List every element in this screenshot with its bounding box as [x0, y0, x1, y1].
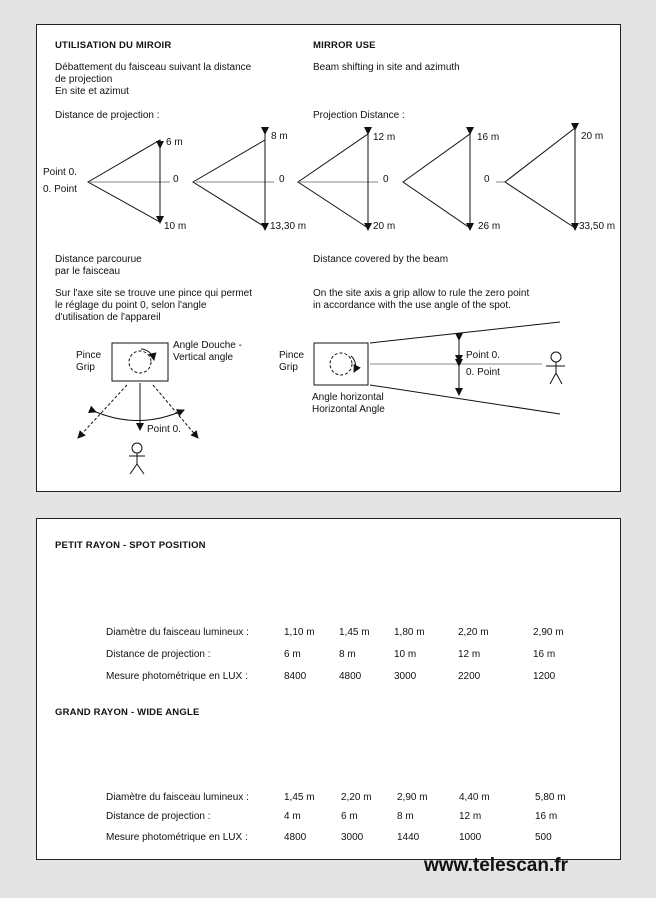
spot-distance-cell: 12 m: [458, 649, 481, 660]
spot-diameter-cell: 2,90 m: [533, 627, 564, 638]
wide-lux-cell: 1440: [397, 832, 420, 843]
pince-grip-label: Pince Grip: [76, 350, 102, 373]
spot-distance-cell: 16 m: [533, 649, 556, 660]
fan-1-top: 6 m: [166, 137, 183, 148]
fan-1-bottom: 10 m: [164, 221, 187, 232]
point-zero-fr: Point 0.: [43, 167, 77, 178]
fan-1-zero: 0: [173, 174, 179, 185]
angle-horizontal-label: Angle horizontal Horizontal Angle: [312, 392, 385, 415]
wide-diameter-cell: 1,45 m: [284, 792, 315, 803]
angle-douche-label: Angle Douche - Vertical angle: [173, 340, 242, 363]
axis-desc-fr: Sur l'axe site se trouve une pince qui permet le réglage du point 0, selon l'angle d'utilisation de l'appareil: [55, 288, 253, 323]
spot-row-label-lux: Mesure photométrique en LUX :: [106, 671, 248, 682]
desc-en: Beam shifting in site and azimuth: [313, 62, 460, 73]
fan-diagram-4: [403, 134, 506, 230]
h-point-zero-en: 0. Point: [466, 367, 500, 378]
wide-lux-cell: 4800: [284, 832, 307, 843]
fan-diagram-3: [298, 134, 378, 230]
wide-distance-cell: 16 m: [535, 811, 558, 822]
wide-section-title: GRAND RAYON - WIDE ANGLE: [55, 707, 200, 718]
fan-5-bottom: 33,50 m: [579, 221, 616, 232]
spot-lux-cell: 8400: [284, 671, 307, 682]
wide-distance-cell: 12 m: [459, 811, 482, 822]
wide-lux-cell: 3000: [341, 832, 364, 843]
fan-2-zero: 0: [279, 174, 285, 185]
wide-distance-cell: 6 m: [341, 811, 358, 822]
fan-diagram-1: [88, 140, 170, 223]
wide-row-label-distance: Distance de projection :: [106, 811, 211, 822]
fan-2-top: 8 m: [271, 131, 288, 142]
fan-3-zero: 0: [383, 174, 389, 185]
spot-diameter-cell: 1,80 m: [394, 627, 425, 638]
spot-section-title: PETIT RAYON - SPOT POSITION: [55, 540, 206, 551]
spot-distance-cell: 8 m: [339, 649, 356, 660]
fan-4-bottom: 26 m: [478, 221, 501, 232]
fan-diagram-2: [193, 134, 274, 230]
spot-diameter-cell: 1,45 m: [339, 627, 370, 638]
proj-label-en: Projection Distance :: [313, 110, 405, 121]
point-zero-en: 0. Point: [43, 184, 77, 195]
spot-lux-cell: 3000: [394, 671, 417, 682]
spot-row-label-distance: Distance de projection :: [106, 649, 211, 660]
spot-diameter-cell: 2,20 m: [458, 627, 489, 638]
person-icon-horizontal: [546, 352, 565, 384]
spot-row-label-diameter: Diamètre du faisceau lumineux :: [106, 627, 249, 638]
spot-lux-cell: 2200: [458, 671, 481, 682]
fan-5-top: 20 m: [581, 131, 604, 142]
fan-4-top: 16 m: [477, 132, 500, 143]
wide-lux-cell: 500: [535, 832, 552, 843]
wide-distance-cell: 4 m: [284, 811, 301, 822]
wide-distance-cell: 8 m: [397, 811, 414, 822]
spot-diameter-cell: 1,10 m: [284, 627, 315, 638]
wide-diameter-cell: 4,40 m: [459, 792, 490, 803]
point-zero-label: Point 0.: [147, 424, 181, 435]
pince-grip-label-horizontal: Pince Grip: [279, 350, 305, 373]
fan-diagram-5: [505, 128, 575, 230]
fan-3-top: 12 m: [373, 132, 396, 143]
wide-diameter-cell: 2,20 m: [341, 792, 372, 803]
person-icon: [129, 443, 145, 474]
title-fr: UTILISATION DU MIROIR: [55, 40, 172, 51]
grip-box-horizontal: [314, 343, 368, 385]
wide-diameter-cell: 5,80 m: [535, 792, 566, 803]
proj-label-fr: Distance de projection :: [55, 110, 160, 121]
fan-3-bottom: 20 m: [373, 221, 396, 232]
spot-lux-cell: 4800: [339, 671, 362, 682]
fan-2-bottom: 13,30 m: [270, 221, 307, 232]
wide-row-label-diameter: Diamètre du faisceau lumineux :: [106, 792, 249, 803]
wide-lux-cell: 1000: [459, 832, 482, 843]
title-en: MIRROR USE: [313, 40, 376, 51]
spot-lux-cell: 1200: [533, 671, 556, 682]
beam-size-panel: [36, 518, 621, 860]
desc-fr: Débattement du faisceau suivant la distance de projection En site et azimut: [55, 62, 252, 97]
covered-en: Distance covered by the beam: [313, 254, 449, 265]
fan-4-zero: 0: [484, 174, 490, 185]
wide-diameter-cell: 2,90 m: [397, 792, 428, 803]
covered-fr: Distance parcourue par le faisceau: [55, 254, 142, 277]
grip-box: [112, 343, 168, 381]
axis-desc-en: On the site axis a grip allow to rule the zero point in accordance with the use angle of the spot.: [313, 288, 530, 311]
website-watermark: www.telescan.fr: [424, 855, 568, 876]
spot-distance-cell: 6 m: [284, 649, 301, 660]
spot-distance-cell: 10 m: [394, 649, 417, 660]
h-point-zero-fr: Point 0.: [466, 350, 500, 361]
wide-row-label-lux: Mesure photométrique en LUX :: [106, 832, 248, 843]
